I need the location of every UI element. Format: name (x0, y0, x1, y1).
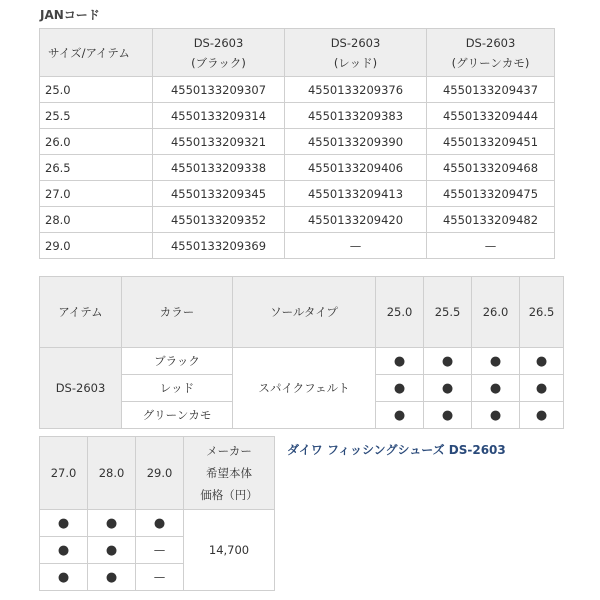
header-size-item: サイズ/アイテム (40, 29, 153, 77)
jan-section-title: JANコード (40, 8, 100, 22)
table-row (40, 510, 275, 537)
availability-mark: ● (88, 510, 136, 537)
availability-mark: ● (472, 375, 520, 402)
jan-code: 4550133209383 (285, 103, 427, 129)
header-size: 25.0 (376, 277, 424, 348)
table-row (40, 233, 555, 259)
availability-mark: ● (376, 402, 424, 429)
header-size: 27.0 (40, 437, 88, 510)
size-cell: 27.0 (40, 181, 153, 207)
availability-mark: — (136, 537, 184, 564)
table-row (40, 348, 564, 375)
availability-mark: ● (520, 402, 564, 429)
size-cell: 29.0 (40, 233, 153, 259)
header-color: (グリーンカモ) (451, 55, 530, 70)
table-row (40, 103, 555, 129)
header-sole-type: ソールタイプ (233, 277, 376, 348)
size-cell: 26.5 (40, 155, 153, 181)
header-price (184, 437, 275, 510)
header-size: 26.0 (472, 277, 520, 348)
sole-cell: スパイクフェルト (233, 348, 376, 429)
jan-code: 4550133209468 (427, 155, 555, 181)
table-row (40, 181, 555, 207)
jan-code: 4550133209369 (153, 233, 285, 259)
table-row (40, 129, 555, 155)
availability-mark: ● (376, 375, 424, 402)
jan-code: 4550133209444 (427, 103, 555, 129)
table-row (40, 155, 555, 181)
table-row (40, 207, 555, 233)
jan-code: — (285, 233, 427, 259)
availability-mark: ● (376, 348, 424, 375)
table-header-row (40, 437, 275, 510)
jan-code: 4550133209376 (285, 77, 427, 103)
jan-code: 4550133209345 (153, 181, 285, 207)
header-size: 29.0 (136, 437, 184, 510)
availability-mark: ● (472, 402, 520, 429)
item-cell: DS-2603 (40, 348, 122, 429)
jan-code: 4550133209314 (153, 103, 285, 129)
availability-mark: — (136, 564, 184, 591)
availability-mark: ● (424, 348, 472, 375)
availability-mark: ● (40, 537, 88, 564)
price-header-line: 価格（円） (200, 488, 258, 502)
header-color: カラー (122, 277, 233, 348)
size-cell: 26.0 (40, 129, 153, 155)
size-cell: 25.5 (40, 103, 153, 129)
price-table (39, 436, 275, 591)
header-black (153, 29, 285, 77)
header-size: 26.5 (520, 277, 564, 348)
availability-mark: ● (40, 510, 88, 537)
header-model: DS-2603 (193, 35, 244, 50)
availability-mark: ● (520, 348, 564, 375)
header-model: DS-2603 (465, 35, 516, 50)
availability-mark: ● (40, 564, 88, 591)
jan-code: 4550133209352 (153, 207, 285, 233)
header-green-camo (427, 29, 555, 77)
product-title: ダイワ フィッシングシューズ DS-2603 (287, 443, 506, 457)
jan-code: 4550133209420 (285, 207, 427, 233)
header-item: アイテム (40, 277, 122, 348)
size-cell: 28.0 (40, 207, 153, 233)
availability-mark: ● (88, 537, 136, 564)
header-red (285, 29, 427, 77)
color-cell: ブラック (122, 348, 233, 375)
jan-code: — (427, 233, 555, 259)
availability-mark: ● (424, 402, 472, 429)
spec-table (39, 276, 564, 429)
price-cell: 14,700 (184, 510, 275, 591)
header-model: DS-2603 (330, 35, 381, 50)
jan-code: 4550133209338 (153, 155, 285, 181)
header-color: (レッド) (333, 55, 378, 70)
price-header-line: メーカー (206, 444, 252, 458)
jan-code: 4550133209390 (285, 129, 427, 155)
color-cell: グリーンカモ (122, 402, 233, 429)
color-cell: レッド (122, 375, 233, 402)
availability-mark: ● (424, 375, 472, 402)
jan-code: 4550133209406 (285, 155, 427, 181)
jan-code: 4550133209451 (427, 129, 555, 155)
price-header-line: 希望本体 (206, 466, 252, 480)
jan-code: 4550133209482 (427, 207, 555, 233)
table-row (40, 77, 555, 103)
availability-mark: ● (472, 348, 520, 375)
jan-code-table (39, 28, 555, 259)
availability-mark: ● (88, 564, 136, 591)
jan-code: 4550133209321 (153, 129, 285, 155)
header-size: 25.5 (424, 277, 472, 348)
jan-code: 4550133209475 (427, 181, 555, 207)
header-size: 28.0 (88, 437, 136, 510)
availability-mark: ● (136, 510, 184, 537)
jan-code: 4550133209307 (153, 77, 285, 103)
jan-code: 4550133209413 (285, 181, 427, 207)
header-color: (ブラック) (191, 55, 246, 70)
jan-code: 4550133209437 (427, 77, 555, 103)
availability-mark: ● (520, 375, 564, 402)
table-header-row (40, 29, 555, 77)
table-header-row (40, 277, 564, 348)
size-cell: 25.0 (40, 77, 153, 103)
